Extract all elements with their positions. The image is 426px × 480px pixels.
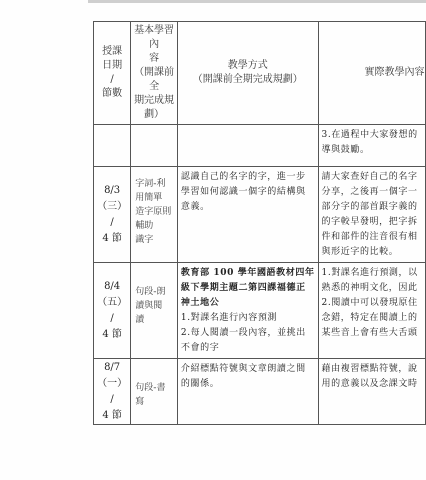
table-row: [94, 167, 426, 263]
lesson-plan-table: [93, 21, 426, 425]
date-cell: 8/3 （三） / 4 節: [94, 167, 131, 263]
actual-cell: 請大家查好自己的名字 分享，之後再一個字一 部分字的部首跟字義的 的字較早發明，把字拆 件和部件的注音很有相 與形近字的比較。: [318, 167, 425, 263]
actual-cell: 1.對課名進行預測，以 熟悉的神明文化，因此 2.閱讀中可以發現原住 念錯，特定在閱讀上的 某些音上會有些大舌頭: [318, 263, 425, 359]
date-cell: 8/7 （一） / 4 節: [94, 359, 131, 425]
content-cell: 字詞-利用簡單 造字原則輔助 識字: [131, 167, 178, 263]
header-content: 基本學習內 容 （開課前全 期完成規劃）: [131, 22, 178, 125]
method-cell: 教育部 100 學年國語教材四年 級下學期主題二第四課福德正 神土地公 1.對課名進行內容預測 2.每人閱讀一段內容，並挑出 不會的字: [177, 263, 318, 359]
header-actual: 實際教學內容: [318, 22, 425, 125]
method-cell: 介紹標點符號與文章朗讀之間 的關係。: [177, 359, 318, 425]
top-border-line: [88, 0, 426, 3]
header-method: 教學方式 （開課前全期完成規劃）: [177, 22, 318, 125]
table-row: [94, 125, 426, 167]
actual-cell: 藉由複習標點符號，說 用的意義以及念課文時: [318, 359, 425, 425]
actual-cell: 3.在過程中大家發想的 導與鼓勵。: [318, 125, 425, 167]
table-row: [94, 263, 426, 359]
date-cell: 8/4 （五） / 4 節: [94, 263, 131, 359]
table-row: [94, 359, 426, 425]
content-cell: 句段-書寫: [131, 359, 178, 425]
header-date: 授課 日期 / 節數: [94, 22, 131, 125]
method-cell: 認識自己的名字的字，進一步 學習如何認識一個字的結構與 意義。: [177, 167, 318, 263]
content-cell: 句段-朗讀與閱 讀: [131, 263, 178, 359]
header-row: [94, 22, 426, 125]
